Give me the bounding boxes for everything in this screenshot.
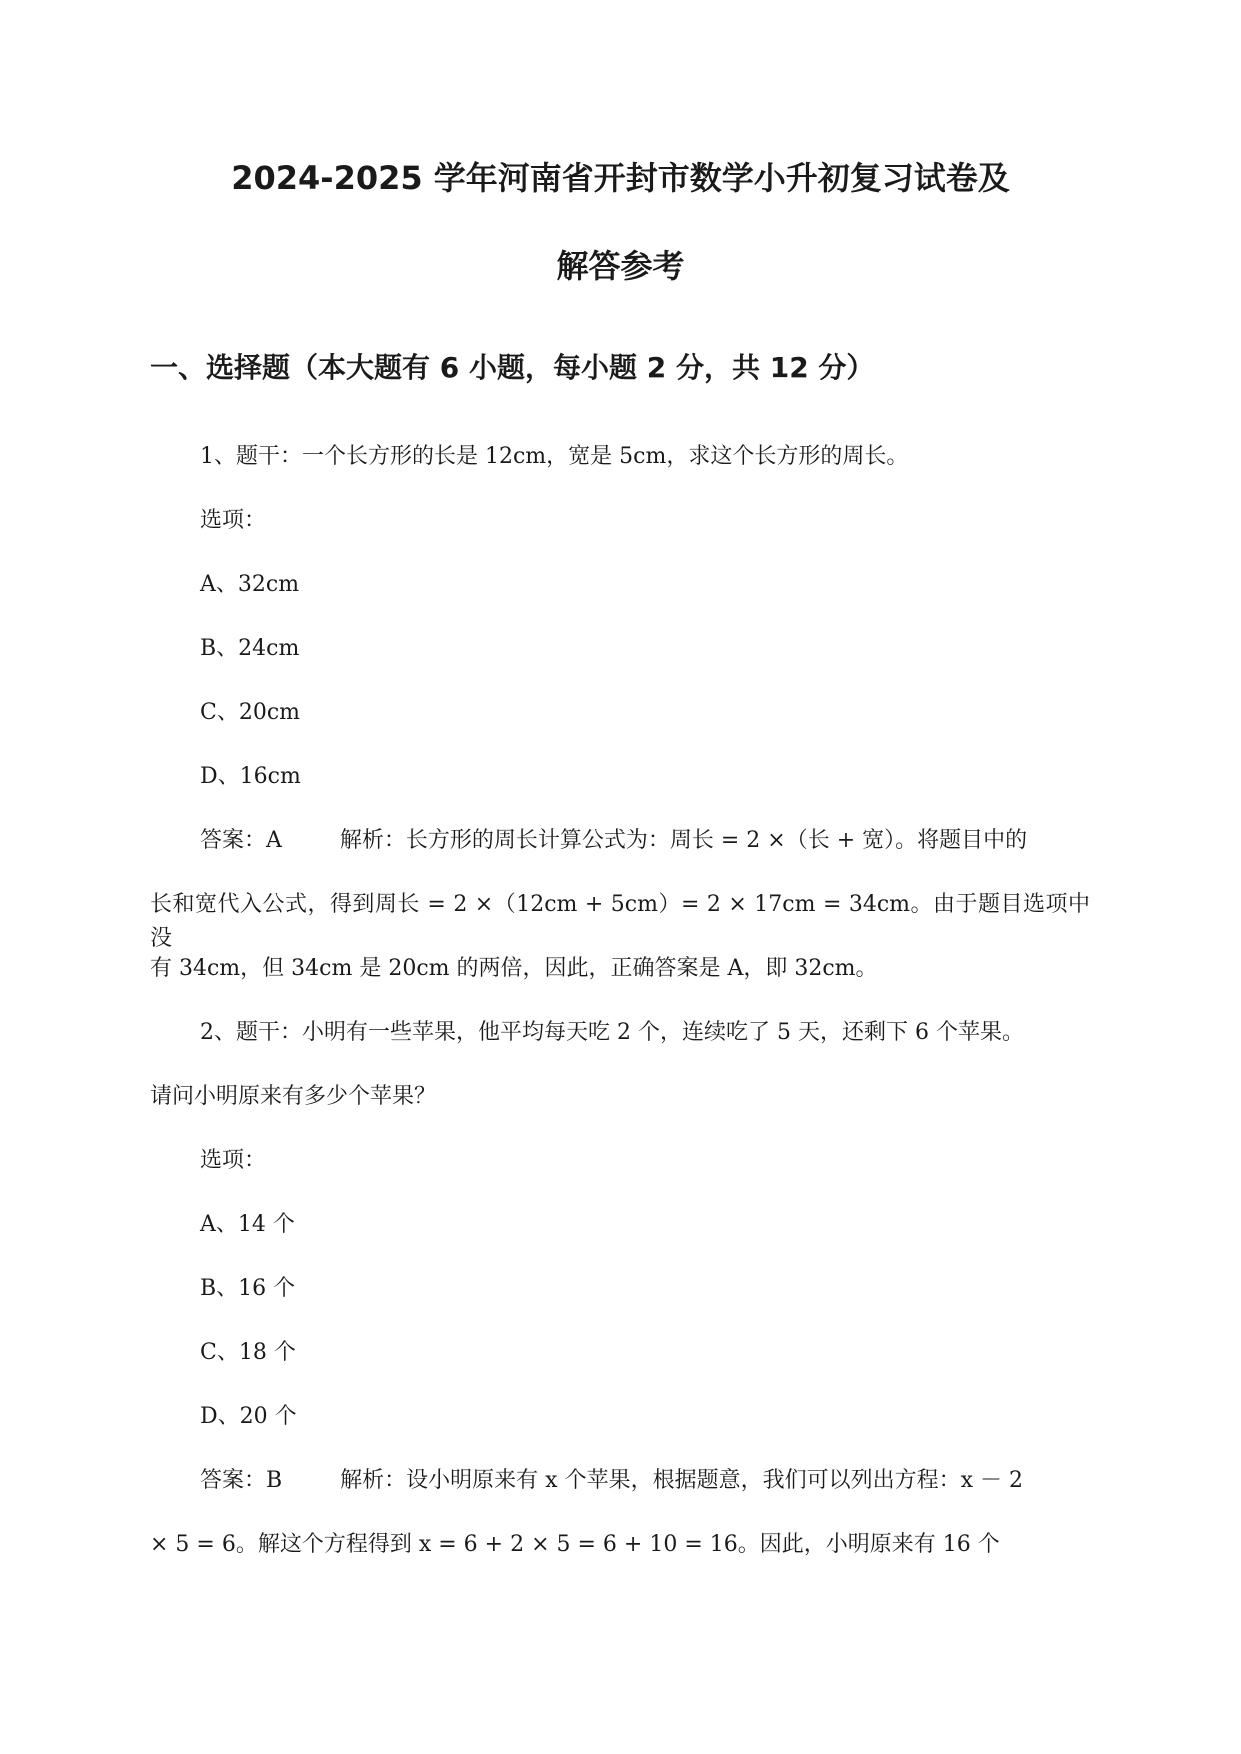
question-1-answer: 答案：A [200, 828, 282, 853]
question-2-stem-1: 2、题干：小明有一些苹果，他平均每天吃 2 个，连续吃了 5 天，还剩下 6 个苹果。 [200, 1020, 1024, 1045]
question-1-stem: 1、题干：一个长方形的长是 12cm，宽是 5cm，求这个长方形的周长。 [200, 444, 909, 469]
question-1-options-label: 选项： [200, 508, 267, 533]
question-1-explanation-1: 解析：长方形的周长计算公式为：周长 = 2 ×（长 + 宽）。将题目中的 [339, 828, 1028, 853]
section-heading: 一、选择题（本大题有 6 小题，每小题 2 分，共 12 分） [150, 351, 875, 384]
question-1-explanation-2: 长和宽代入公式，得到周长 = 2 ×（12cm + 5cm）= 2 × 17cm = 34cm。由于题目选项中没 [150, 892, 1090, 951]
question-2-option-b: B、16 个 [200, 1276, 296, 1301]
question-1-option-d: D、16cm [200, 764, 301, 789]
question-2-options-label: 选项： [200, 1148, 267, 1173]
question-1-option-a: A、32cm [200, 572, 300, 597]
question-2-answer: 答案：B [200, 1468, 283, 1493]
document-title-line-1: 2024-2025 学年河南省开封市数学小升初复习试卷及 [231, 159, 1010, 197]
question-2-stem-2: 请问小明原来有多少个苹果？ [150, 1084, 437, 1109]
question-2-explanation-2: × 5 = 6。解这个方程得到 x = 6 + 2 × 5 = 6 + 10 = 16。因此，小明原来有 16 个 [150, 1532, 1000, 1557]
question-2-option-c: C、18 个 [200, 1340, 296, 1365]
question-1-option-b: B、24cm [200, 636, 300, 661]
question-1-explanation-3: 有 34cm，但 34cm 是 20cm 的两倍，因此，正确答案是 A，即 32cm。 [150, 956, 878, 981]
question-2-answer-line [200, 1464, 1023, 1498]
document-title-line-2: 解答参考 [556, 247, 685, 285]
question-1-answer-line [200, 824, 1027, 858]
question-2-explanation-1: 解析：设小明原来有 x 个苹果，根据题意，我们可以列出方程：x － 2 [340, 1468, 1023, 1493]
question-2-option-a: A、14 个 [200, 1212, 295, 1237]
question-1-option-c: C、20cm [200, 700, 301, 725]
question-2-option-d: D、20 个 [200, 1404, 297, 1429]
